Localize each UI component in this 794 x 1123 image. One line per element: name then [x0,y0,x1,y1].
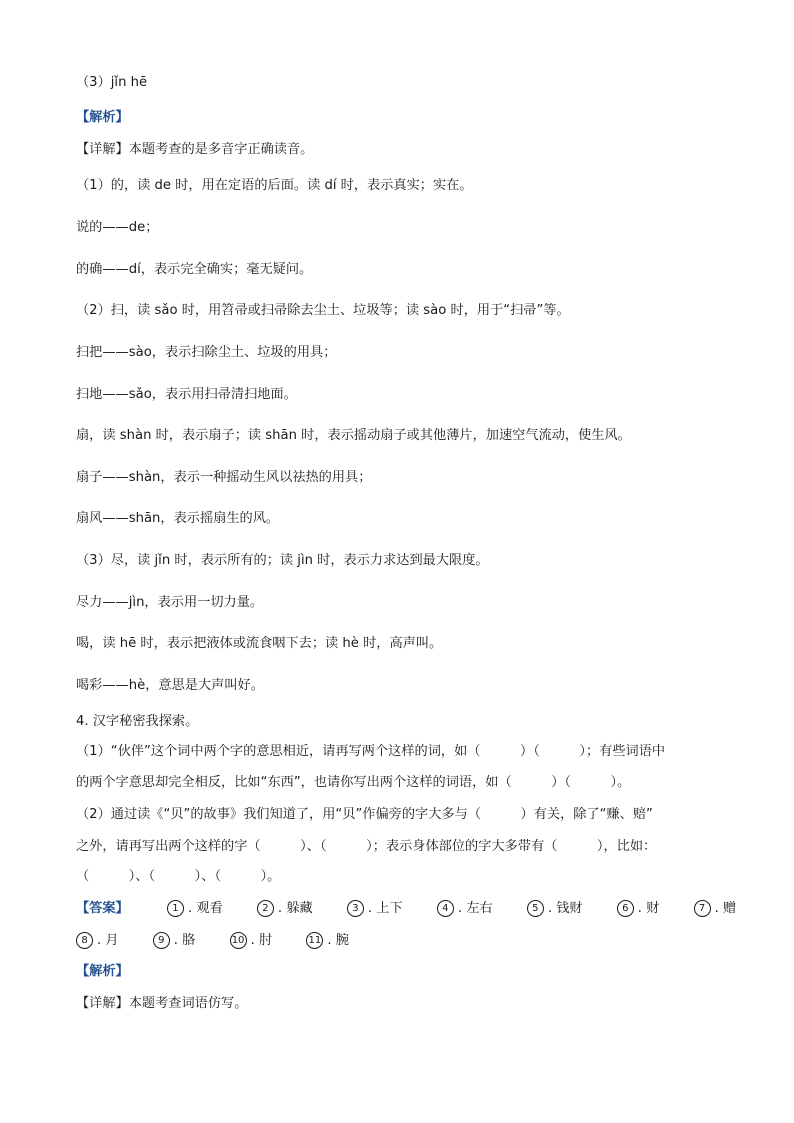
answer-heading: 【答案】 [76,901,129,916]
answer-item: 8 . 月 [76,932,119,950]
example-shuode: 说的——de； [76,220,159,235]
question-4-part1-line1: （1）“伙伴”这个词中两个字的意思相近，请再写两个这样的词，如（ ）（ ）；有些词语中 [76,744,666,759]
answer-item: 4 . 左右 [437,900,493,918]
answer-row-1 [76,900,736,918]
paragraph-he: 喝，读 hē 时，表示把液体或流食咽下去；读 hè 时，高声叫。 [76,636,443,651]
example-shanfeng: 扇风——shān，表示摇扇生的风。 [76,511,280,526]
question-4-part2-line2: 之外，请再写出两个这样的字（ ）、（ ）；表示身体部位的字大多带有（ ），比如： [76,839,657,854]
paragraph-jin: （3）尽，读 jǐn 时，表示所有的；读 jìn 时，表示力求达到最大限度。 [76,553,489,568]
paragraph-sao: （2）扫，读 sǎo 时，用笤帚或扫帚除去尘土、垃圾等；读 sào 时，用于“扫帚”等。 [76,303,570,318]
paragraph-de: （1）的，读 de 时，用在定语的后面。读 dí 时，表示真实；实在。 [76,178,473,193]
answer-item: 1 . 观看 [167,900,223,918]
question-4-part1-line2: 的两个字意思却完全相反，比如“东西”，也请你写出两个这样的词语，如（ ）（ ）。 [76,775,631,790]
example-dique: 的确——dí，表示完全确实；毫无疑问。 [76,262,313,277]
paragraph-shan: 扇，读 shàn 时，表示扇子；读 shān 时，表示摇动扇子或其他薄片，加速空气流动，使生风。 [76,428,631,443]
answer-item: 6 . 财 [617,900,660,918]
answer-item: 5 . 钱财 [527,900,583,918]
answer-item: 9 . 胳 [153,932,196,950]
example-saoba: 扫把——sào，表示扫除尘土、垃圾的用具； [76,345,337,360]
question-4-part2-line3: （ ）、（ ）、（ ）。 [76,869,281,884]
answer-line-3: （3）jǐn hē [76,75,148,90]
example-hecai: 喝彩——hè，意思是大声叫好。 [76,678,264,693]
answer-item: 7 . 赠 [694,900,737,918]
question-4-title: 4. 汉字秘密我探索。 [76,714,199,729]
example-jinli: 尽力——jìn，表示用一切力量。 [76,595,264,610]
answer-item: 3 . 上下 [347,900,403,918]
example-shanzi: 扇子——shàn，表示一种摇动生风以祛热的用具； [76,470,372,485]
answer-row-2 [76,932,379,950]
question-4-part2-line1: （2）通过读《“贝”的故事》我们知道了，用“贝”作偏旁的字大多与（ ）有关，除了“赚、赔” [76,807,653,822]
analysis-heading: 【解析】 [76,110,129,125]
detail-intro: 【详解】本题考查的是多音字正确读音。 [76,142,314,157]
analysis-heading-2: 【解析】 [76,964,129,979]
answer-item: 10 . 肘 [230,932,273,950]
answer-item: 2 . 躲藏 [257,900,313,918]
example-saodi: 扫地——sǎo，表示用扫帚清扫地面。 [76,387,297,402]
answer-item: 11 . 腕 [306,932,349,950]
detail-2: 【详解】本题考查词语仿写。 [76,996,248,1011]
